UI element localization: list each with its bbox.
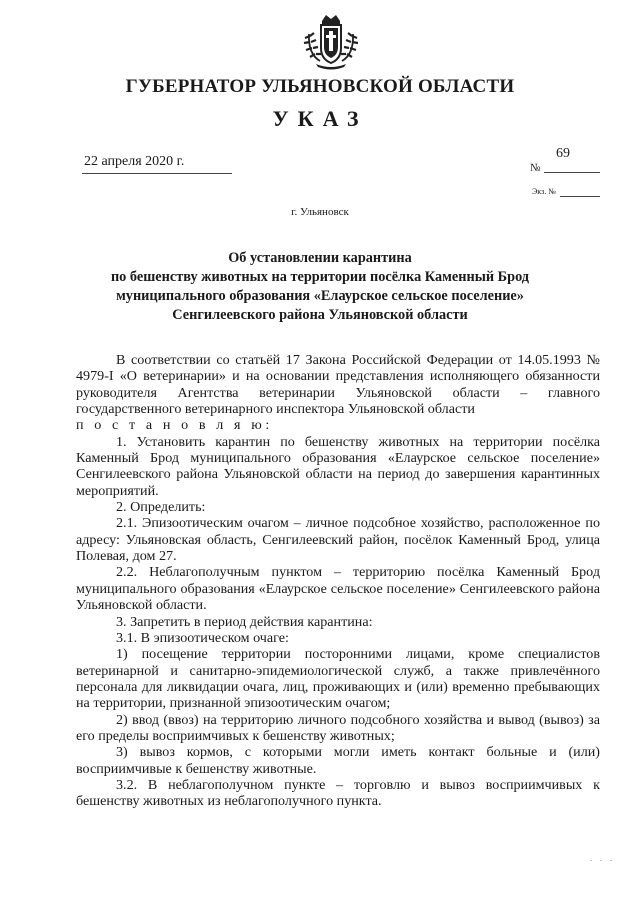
copy-number-underline [560, 196, 600, 197]
paragraph-2-2: 2.2. Неблагополучным пунктом – территорию посёлка Каменный Брод муниципального образования «Елаурское сельское поселение» Сенгилеевского района Ульяновской области. [76, 564, 600, 614]
document-type: УКАЗ [272, 106, 368, 131]
paragraph-3-1-item-1: 1) посещение территории посторонними лицами, кроме специалистов ветеринарной и санитарно-эпидемиологической служб, а также привлечённого персонала для ликвидации очага, лиц, проживающих и (или) временно пребывающих на территории, признанной эпизоотическим очагом; [76, 646, 600, 712]
paragraph-2-1: 2.1. Эпизоотическим очагом – личное подсобное хозяйство, расположенное по адресу: Ульяновская область, Сенгилеевский район, посёлок Каменный Брод, улица Полевая, дом 27. [76, 515, 600, 565]
date-underline [82, 173, 232, 174]
title-line: Об установлении карантина [228, 250, 412, 266]
title-line: муниципального образования «Елаурское сельское поселение» [116, 288, 524, 304]
decree-number: 69 [556, 146, 570, 161]
city: г. Ульяновск [291, 206, 349, 218]
paragraph-3: 3. Запретить в период действия карантина: [116, 613, 373, 630]
decree-word [76, 417, 600, 433]
decree-date: 22 апреля 2020 г. [84, 154, 185, 169]
paragraph-3-1-item-3: 3) вывоз кормов, с которыми могли иметь контакт больные и (или) восприимчивые к бешенству животные. [76, 744, 600, 777]
decree-body [76, 352, 600, 810]
title-line: Сенгилеевского района Ульяновской области [172, 307, 468, 323]
paragraph-2: 2. Определить: [116, 499, 206, 516]
paragraph-3-1-item-2: 2) ввод (ввоз) на территорию личного подсобного хозяйства и вывод (вывоз) за его пределы восприимчивых к бешенству животных; [76, 711, 600, 744]
scan-marks: . . . [590, 854, 615, 863]
paragraph-3-1: 3.1. В эпизоотическом очаге: [116, 629, 289, 646]
number-underline [544, 172, 600, 173]
issuing-authority: ГУБЕРНАТОР УЛЬЯНОВСКОЙ ОБЛАСТИ [125, 76, 515, 97]
paragraph-3-2: 3.2. В неблагополучном пункте – торговлю и вывоз восприимчивых к бешенству животных из неблагополучного пункта. [76, 776, 600, 810]
decree-word-text: п о с т а н о в л я ю: [76, 417, 273, 434]
copy-number-label: Экз. № [532, 187, 556, 196]
paragraph-1: 1. Установить карантин по бешенству животных на территории посёлка Каменный Брод муниципального образования «Елаурское сельское поселение» Сенгилеевского района Ульяновской области на период до завершения карантинных мероприятий. [76, 433, 600, 499]
decree-title [60, 249, 580, 325]
title-line: по бешенству животных на территории посёлка Каменный Брод [110, 269, 530, 285]
ulyanovsk-coat-of-arms-icon [300, 12, 362, 72]
number-sign: № [530, 162, 541, 174]
preamble: В соответствии со статьёй 17 Закона Российской Федерации от 14.05.1993 № 4979-I «О ветеринарии» и на основании представления исполняющего обязанности руководителя Агентства ветеринарии Ульяновской области – главного государственного ветеринарного инспектора Ульяновской области [76, 352, 600, 418]
